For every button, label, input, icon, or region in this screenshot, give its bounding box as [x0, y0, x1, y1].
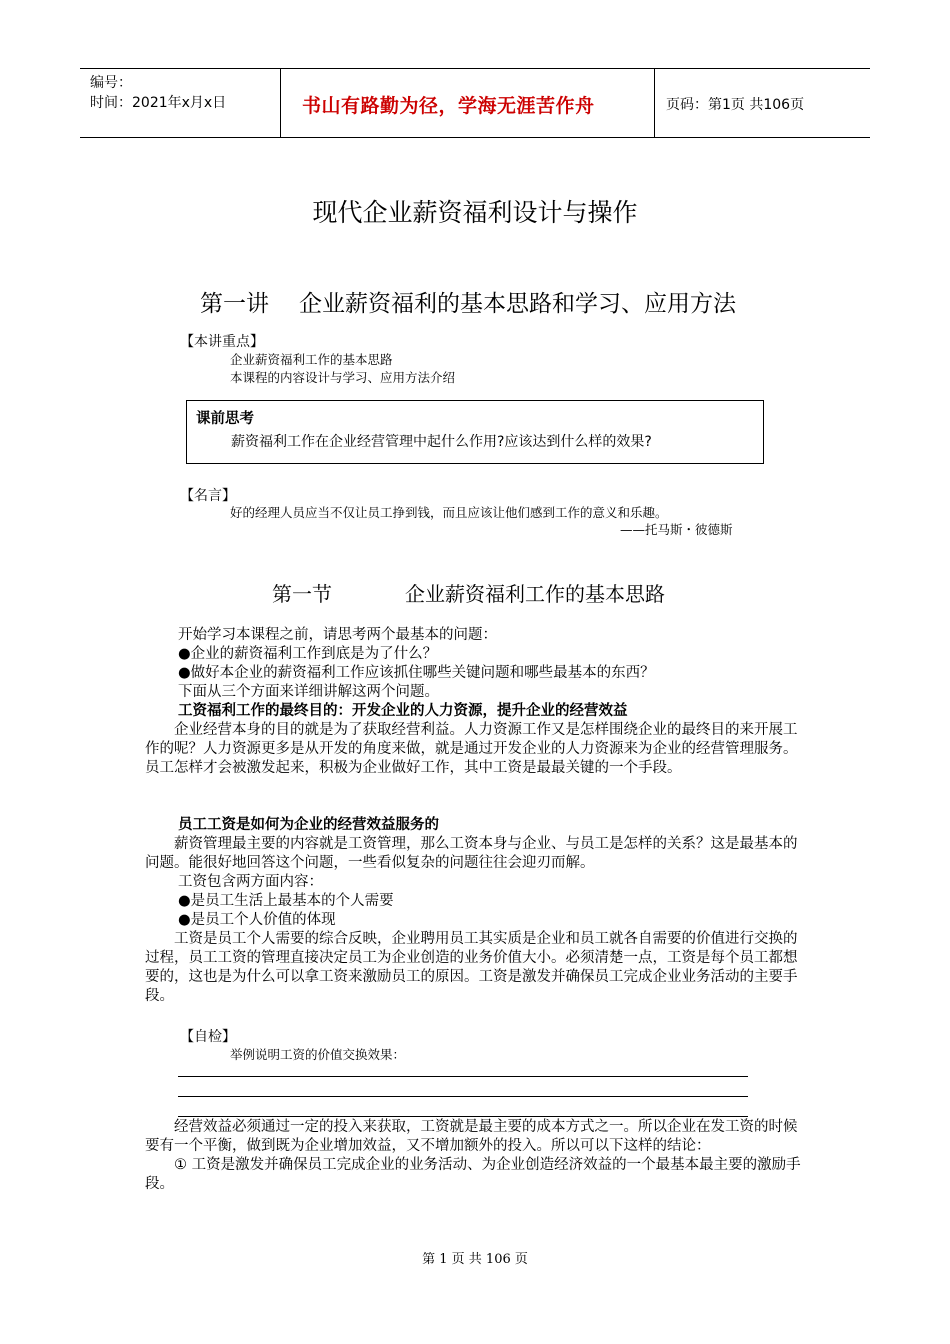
body-paragraph: 开始学习本课程之前，请思考两个最基本的问题：: [178, 627, 497, 643]
subheading: 工资福利工作的最终目的：开发企业的人力资源，提升企业的经营效益: [178, 703, 628, 719]
quote-author: ——托马斯・彼德斯: [620, 522, 733, 537]
body-paragraph: ① 工资是激发并确保员工完成企业的业务活动、为企业创造经济效益的一个最基本最主要的激励手段。: [145, 1157, 801, 1192]
answer-line[interactable]: [178, 1116, 748, 1117]
body-paragraph: 薪资管理最主要的内容就是工资管理，那么工资本身与企业、与员工是怎样的关系？这是最基本的问题。能很好地回答这个问题，一些看似复杂的问题往往会迎刃而解。: [145, 836, 798, 871]
body-paragraph: 工资包含两方面内容：: [178, 874, 323, 890]
preview-heading: 课前思考: [196, 411, 254, 427]
lecture-number: 第一讲: [200, 291, 269, 317]
header-divider: [280, 69, 281, 137]
section-title: 企业薪资福利工作的基本思路: [405, 582, 665, 606]
header-meta: [90, 73, 226, 113]
content-bullet: ●是员工个人价值的体现: [178, 912, 336, 928]
key-point-item: 企业薪资福利工作的基本思路: [230, 352, 393, 367]
section-number: 第一节: [272, 582, 332, 606]
document-title: 现代企业薪资福利设计与操作: [312, 198, 638, 227]
body-paragraph: 经营效益必须通过一定的投入来获取，工资就是最主要的成本方式之一。所以企业在发工资的时候要有一个平衡，做到既为企业增加效益，又不增加额外的投入。所以可以下这样的结论：: [145, 1119, 798, 1154]
header-divider: [654, 69, 655, 137]
body-block: [145, 1118, 810, 1194]
lecture-heading: [200, 285, 736, 318]
body-paragraph: 企业经营本身的目的就是为了获取经营利益。人力资源工作又是怎样围绕企业的最终目的来开展工作的呢？人力资源更多是从开发的角度来做，就是通过开发企业的人力资源来为企业的经营管理服务。员工怎样才会被激发起来，积极为企业做好工作，其中工资是最最关键的一个手段。: [145, 722, 798, 776]
key-point-item: 本课程的内容设计与学习、应用方法介绍: [230, 370, 456, 385]
answer-line[interactable]: [178, 1096, 748, 1097]
header-page-code: 页码：第1页 共106页: [666, 97, 805, 113]
body-paragraph: 工资是员工个人需要的综合反映，企业聘用员工其实质是企业和员工就各自需要的价值进行交换的过程，员工工资的管理直接决定员工为企业创造的业务价值大小。必须清楚一点，工资是每个员工都想要的，这也是为什么可以拿工资来激励员工的原因。工资是激发并确保员工完成企业业务活动的主要手段。: [145, 931, 798, 1004]
key-points-heading: 【本讲重点】: [180, 334, 264, 350]
body-block: [145, 626, 810, 778]
preview-box: [186, 400, 764, 464]
selfcheck-prompt: 举例说明工资的价值交换效果：: [230, 1047, 406, 1062]
quote-text: 好的经理人员应当不仅让员工挣到钱，而且应该让他们感到工作的意义和乐趣。: [230, 505, 668, 520]
subheading: 员工工资是如何为企业的经营效益服务的: [178, 817, 439, 833]
page-footer: 第 1 页 共 106 页: [422, 1252, 528, 1267]
doc-date-label: 时间：2021年x月x日: [90, 95, 227, 111]
preview-question: 薪资福利工作在企业经营管理中起什么作用?应该达到什么样的效果?: [231, 434, 652, 450]
selfcheck-heading: 【自检】: [180, 1029, 236, 1045]
quote-heading: 【名言】: [180, 488, 236, 504]
content-bullet: ●是员工生活上最基本的个人需要: [178, 893, 394, 909]
doc-number-label: 编号：: [90, 75, 132, 91]
header-motto: 书山有路勤为径，学海无涯苦作舟: [302, 95, 595, 117]
question-bullet: ●企业的薪资福利工作到底是为了什么？: [178, 646, 438, 662]
question-bullet: ●做好本企业的薪资福利工作应该抓住哪些关键问题和哪些最基本的东西？: [178, 665, 655, 681]
answer-line[interactable]: [178, 1076, 748, 1077]
page-header: [80, 68, 870, 138]
body-block: [145, 816, 810, 1006]
body-paragraph: 下面从三个方面来详细讲解这两个问题。: [178, 684, 439, 700]
lecture-title: 企业薪资福利的基本思路和学习、应用方法: [299, 291, 736, 317]
